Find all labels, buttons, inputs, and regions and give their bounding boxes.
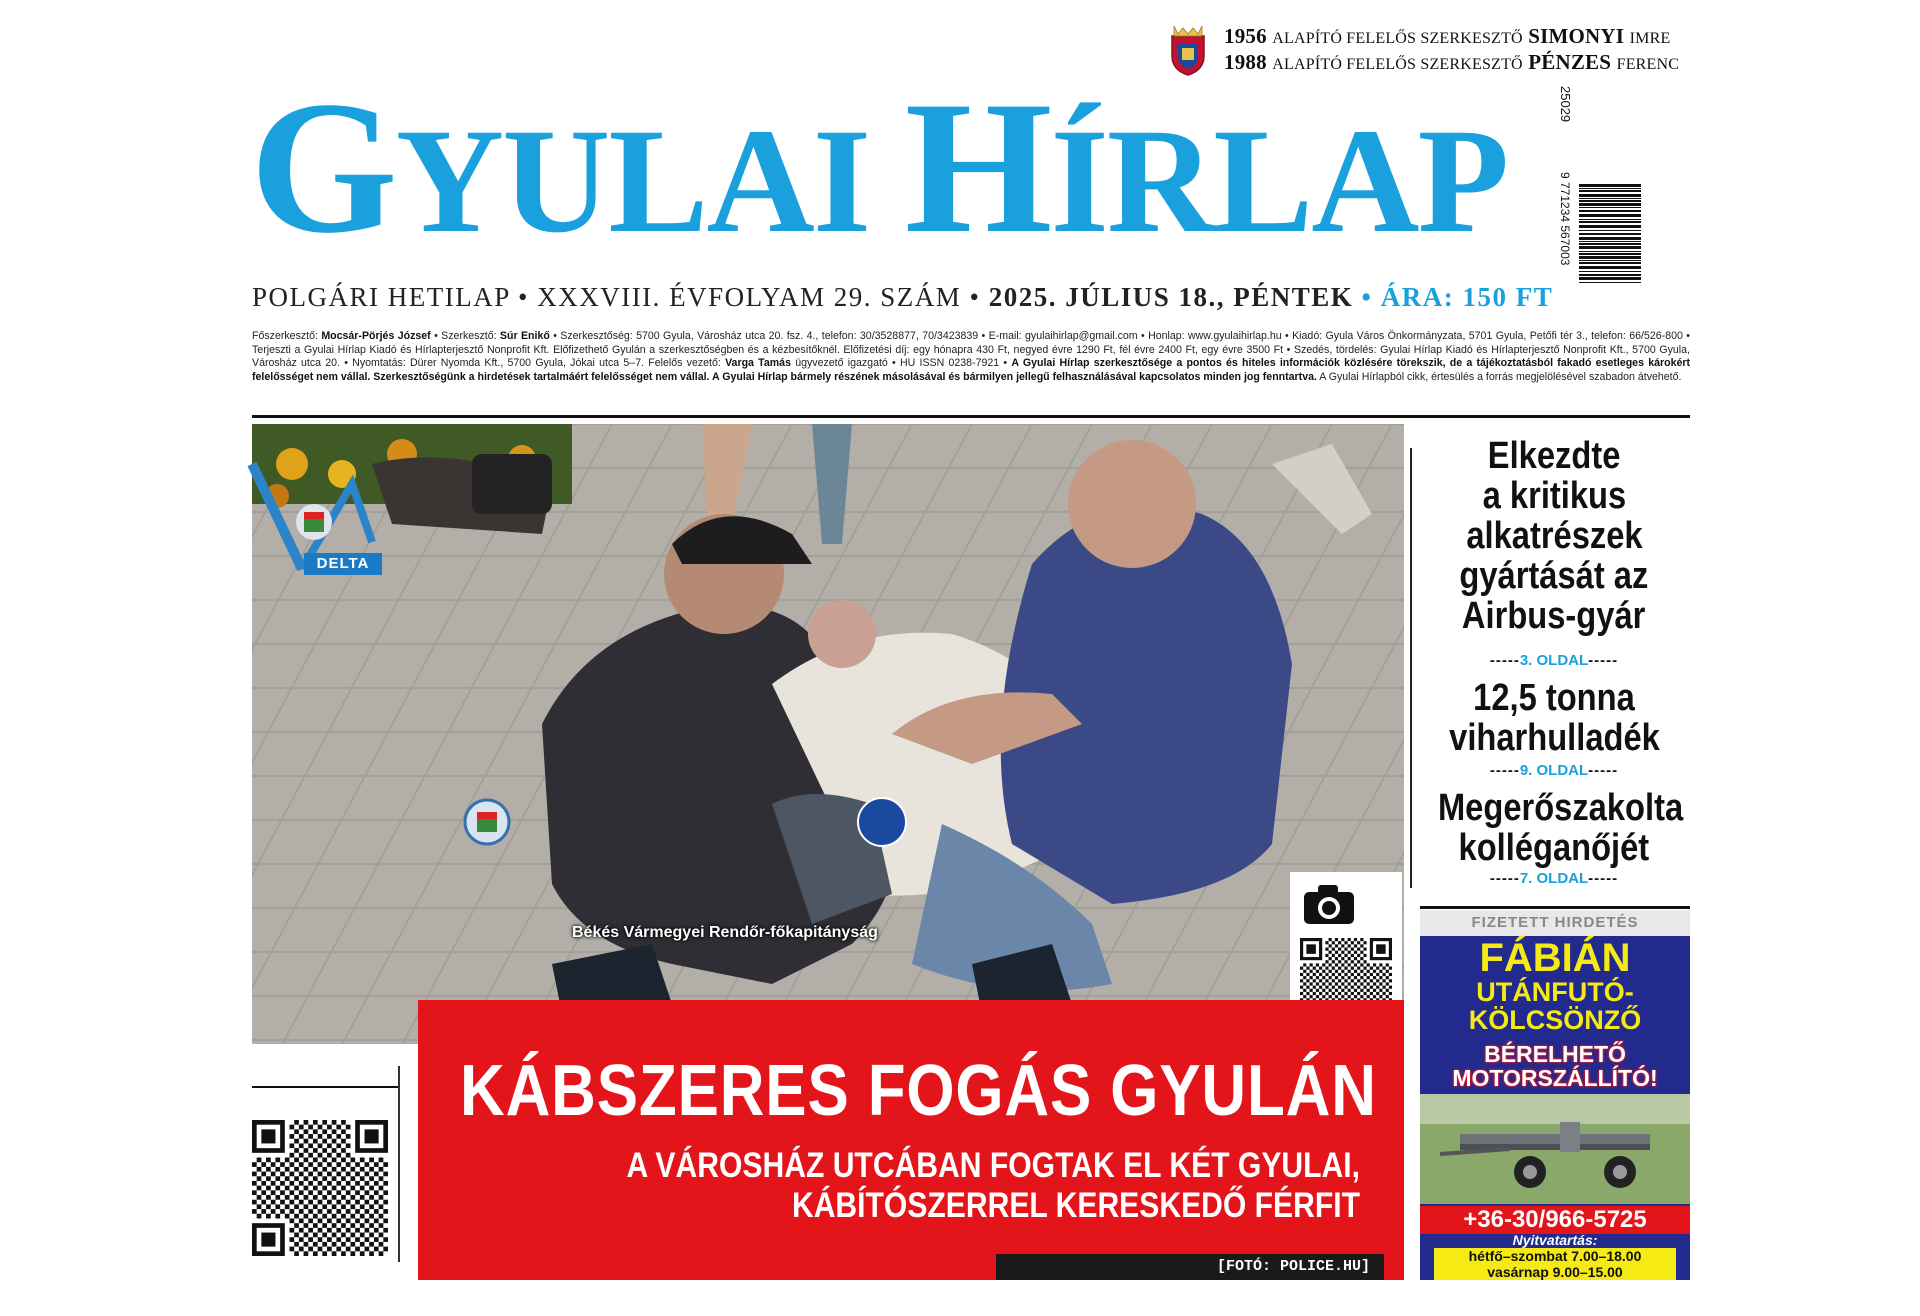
dashes: ----- bbox=[1489, 762, 1520, 779]
separator: • bbox=[1361, 282, 1373, 312]
barcode-icon bbox=[1545, 80, 1645, 288]
ad-title-line: UTÁNFUTÓ- bbox=[1476, 977, 1634, 1007]
page-ref-3[interactable] bbox=[1418, 870, 1690, 888]
ad-title-name: FÁBIÁN bbox=[1479, 936, 1631, 980]
subheadline-line-2: KÁBÍTÓSZERREL KERESKEDŐ FÉRFIT bbox=[791, 1186, 1360, 1225]
ad-address-line: SZLÁNYI TANYA 11671. bbox=[1471, 1299, 1639, 1316]
teaser-line: Airbus-gyár bbox=[1462, 595, 1646, 637]
masthead-yulai: YULAI bbox=[395, 98, 905, 264]
chief-editor: Mocsár-Pörjés József bbox=[321, 330, 431, 342]
teaser-line: alkatrészek bbox=[1465, 515, 1643, 557]
ad-address-line: 5700 GYULA, bbox=[1507, 1282, 1603, 1299]
header-rule bbox=[252, 415, 1690, 418]
director: Varga Tamás bbox=[725, 357, 791, 370]
editor: Súr Enikő bbox=[499, 330, 550, 342]
camera-icon bbox=[1300, 880, 1358, 928]
imprint-part: • Szerkesztőség: 5700 Gyula, Városház utca 20. fsz. 4., telefon: 30/3528877, 70/3423839 • E-mail: gyulaihirlap@gmail.com • Honlap: www.gyulaihirlap.hu • Kiadó: Gyula Város Önkormányzata, 5701 Gyula, Petőfi tér 3., telefon: 66/526-800 • Terjeszti a Gyulai Hírlap Kiadó és Hírlapterjesztő Nonprofit Kft. Előfizethető Gyulán a szerkesztőségben és a kézbesítőknél. Előfizetési díj: egy hónapra 430 Ft, negyed évre 1290 Ft, fél évre 2400 Ft, egy évre 3500 Ft • Szedés, tördelés: Gyulai Hírlap Kiadó és Hírlapterjesztő Nonprofit Kft., 5700 Gyula, Városház utca 20. • Nyomtatás: Dürer Nyomda Kft., 5700 Gyula, Jókai utca 5–7. Felelős vezető: bbox=[252, 330, 1690, 370]
page-ref-1[interactable] bbox=[1418, 652, 1690, 670]
imprint-text bbox=[252, 330, 1690, 400]
founder-1-role: ALAPÍTÓ FELELŐS SZERKESZTŐ bbox=[1272, 30, 1523, 47]
headline-box bbox=[418, 1000, 1404, 1280]
qr-code-icon[interactable] bbox=[252, 1120, 388, 1256]
masthead-h: H bbox=[904, 63, 1051, 273]
founder-line-1 bbox=[1224, 24, 1670, 49]
ad-hours-label: Nyitvatartás: bbox=[1512, 1232, 1598, 1248]
teaser-airbus[interactable] bbox=[1418, 436, 1690, 636]
founder-1-surname: SIMONYI bbox=[1528, 24, 1625, 48]
headline-title[interactable]: KÁBSZERES FOGÁS GYULÁN bbox=[460, 1051, 1377, 1131]
newspaper-masthead bbox=[250, 58, 1540, 278]
barcode-number: 9 771234 567003 bbox=[1558, 172, 1572, 266]
page-number: 3. OLDAL bbox=[1519, 652, 1589, 669]
founder-2-firstname: FERENC bbox=[1616, 56, 1680, 73]
ad-hours-line: hétfő–szombat 7.00–18.00 bbox=[1468, 1248, 1642, 1264]
imprint-part: • Szerkesztő: bbox=[430, 330, 500, 342]
masthead-g: G bbox=[250, 63, 396, 273]
founder-2-role: ALAPÍTÓ FELELŐS SZERKESZTŐ bbox=[1272, 56, 1523, 73]
page-number: 7. OLDAL bbox=[1519, 870, 1589, 887]
founder-1-year: 1956 bbox=[1224, 24, 1267, 48]
teaser-line: kolléganőjét bbox=[1458, 827, 1650, 869]
imprint-part: ügyvezető igazgató • HU ISSN 0238-7921 • bbox=[790, 357, 1012, 370]
ad-title bbox=[1420, 938, 1690, 1034]
barcode-issue-code: 25029 bbox=[1558, 86, 1573, 123]
volume-number: XXXVIII. ÉVFOLYAM 29. SZÁM bbox=[537, 282, 962, 312]
trailer-photo bbox=[1420, 1094, 1690, 1204]
teaser-line: viharhulladék bbox=[1448, 717, 1660, 759]
paper-type: POLGÁRI HETILAP bbox=[252, 282, 510, 312]
dashes: ----- bbox=[1588, 762, 1619, 779]
teaser-line: Megerőszakolta bbox=[1437, 787, 1684, 829]
imprint-part: A Gyulai Hírlapból cikk, értesülés a forrás megjelölésével szabadon átvehető. bbox=[1316, 370, 1682, 383]
delta-logo-label: DELTA bbox=[304, 553, 382, 575]
ad-phone[interactable]: +36-30/966-5725 bbox=[1420, 1206, 1690, 1234]
ad-title-line: KÖLCSÖNZŐ bbox=[1468, 1005, 1642, 1035]
disclaimer: A Gyulai Hírlap szerkesztősége a pontos és hiteles információk közlésére törekszik, de a tájékoztatásból fakadó esetleges károkért felelősséget nem vállal. Szerkesztőségünk a hirdetések tartalmáért felelősséget nem vállal. A Gyulai Hírlap bármely részének másolásával és bármilyen jellegű felhasználásával kapcsolatos minden jog fenntartva. bbox=[252, 357, 1691, 383]
imprint-part: Főszerkesztő: bbox=[252, 330, 322, 342]
photo-credit: [FOTÓ: POLICE.HU] bbox=[996, 1254, 1384, 1280]
issue-date: 2025. JÚLIUS 18., PÉNTEK bbox=[988, 282, 1354, 312]
teaser-line: a kritikus bbox=[1482, 475, 1626, 517]
ad-hours bbox=[1434, 1248, 1676, 1280]
dashes: ----- bbox=[1489, 652, 1520, 669]
dashes: ----- bbox=[1588, 652, 1619, 669]
separator: • bbox=[969, 282, 981, 312]
police-caption: Békés Vármegyei Rendőr-főkapitányság bbox=[572, 924, 878, 941]
teaser-line: 12,5 tonna bbox=[1473, 677, 1635, 719]
main-photo[interactable] bbox=[252, 424, 1404, 1044]
teaser-column bbox=[1418, 424, 1690, 904]
ad-label: FIZETETT HIRDETÉS bbox=[1420, 910, 1690, 936]
masthead-irlap: ÍRLAP bbox=[1050, 98, 1508, 264]
teaser-line: Elkezdte bbox=[1487, 435, 1621, 477]
founder-2-year: 1988 bbox=[1224, 50, 1267, 74]
price: ÁRA: 150 FT bbox=[1380, 282, 1554, 312]
subheadline-wrap bbox=[480, 1146, 1360, 1236]
ad-hours-line: vasárnap 9.00–15.00 bbox=[1487, 1264, 1623, 1280]
dashes: ----- bbox=[1489, 870, 1520, 887]
ad-rent-line: MOTORSZÁLLÍTÓ! bbox=[1452, 1065, 1658, 1091]
page-number: 9. OLDAL bbox=[1519, 762, 1589, 779]
founder-1-firstname: IMRE bbox=[1629, 30, 1671, 47]
subheadline bbox=[483, 1146, 1360, 1226]
left-divider bbox=[398, 1066, 400, 1262]
ad-rent-line: BÉRELHETŐ bbox=[1484, 1041, 1626, 1067]
page-ref-2[interactable] bbox=[1418, 762, 1690, 780]
dashes: ----- bbox=[1588, 870, 1619, 887]
ad-rent-text bbox=[1420, 1042, 1690, 1090]
left-rule bbox=[252, 1086, 398, 1088]
advertisement[interactable] bbox=[1420, 910, 1690, 1316]
issue-line bbox=[252, 282, 1692, 318]
teaser-assault[interactable] bbox=[1418, 788, 1690, 868]
teaser-line: gyártását az bbox=[1459, 555, 1649, 597]
separator: • bbox=[518, 282, 529, 312]
ad-address bbox=[1420, 1282, 1690, 1316]
column-divider bbox=[1410, 448, 1412, 888]
subheadline-line-1: A VÁROSHÁZ UTCÁBAN FOGTAK EL KÉT GYULAI, bbox=[626, 1146, 1360, 1185]
ad-rule bbox=[1420, 906, 1690, 909]
teaser-storm-waste[interactable] bbox=[1418, 678, 1690, 758]
founder-2-surname: PÉNZES bbox=[1528, 50, 1612, 74]
